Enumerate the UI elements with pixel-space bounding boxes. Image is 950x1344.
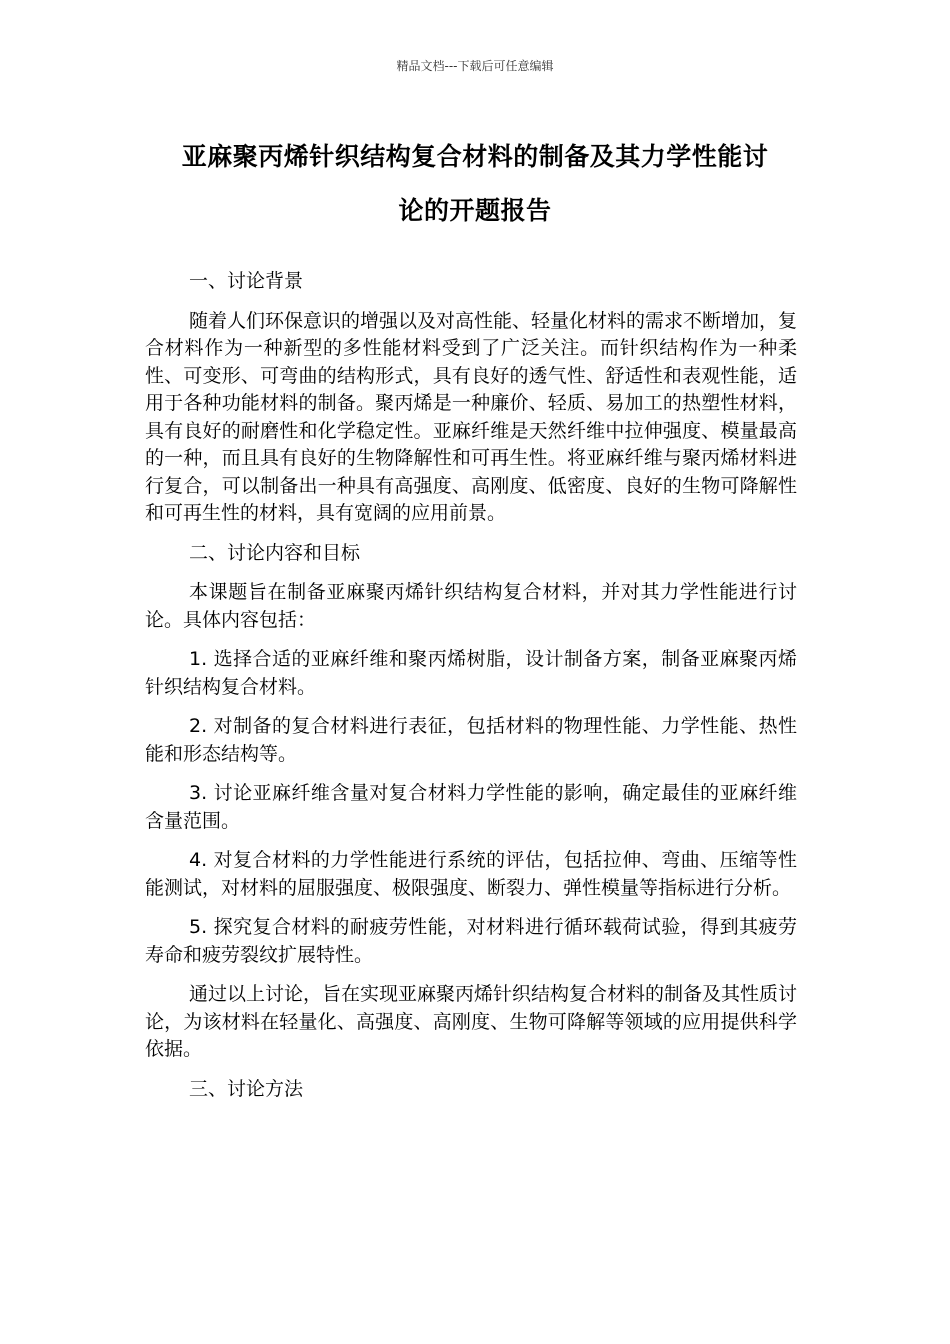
document-title [140, 130, 810, 238]
list-item-2: 2. 对制备的复合材料进行表征，包括材料的物理性能、力学性能、热性能和形态结构等。 [145, 715, 797, 765]
document-body [145, 268, 797, 1115]
section-heading-background: 一、讨论背景 [189, 270, 304, 292]
page-header: 精品文档---下载后可任意编辑 [396, 59, 554, 73]
list-item-5: 5. 探究复合材料的耐疲劳性能，对材料进行循环载荷试验，得到其疲劳寿命和疲劳裂纹扩展特性。 [145, 916, 797, 966]
title-line-1: 亚麻聚丙烯针织结构复合材料的制备及其力学性能讨 [181, 142, 769, 171]
paragraph-content-intro: 本课题旨在制备亚麻聚丙烯针织结构复合材料，并对其力学性能进行讨论。具体内容包括： [145, 581, 797, 631]
section-heading-content-goals: 二、讨论内容和目标 [189, 541, 361, 564]
list-item-1: 1. 选择合适的亚麻纤维和聚丙烯树脂，设计制备方案，制备亚麻聚丙烯针织结构复合材料。 [145, 648, 797, 698]
list-item-4: 4. 对复合材料的力学性能进行系统的评估，包括拉伸、弯曲、压缩等性能测试，对材料的屈服强度、极限强度、断裂力、弹性模量等指标进行分析。 [145, 849, 797, 899]
list-item-3: 3. 讨论亚麻纤维含量对复合材料力学性能的影响，确定最佳的亚麻纤维含量范围。 [145, 782, 797, 832]
section-heading-methods: 三、讨论方法 [189, 1077, 304, 1100]
paragraph-conclusion: 通过以上讨论，旨在实现亚麻聚丙烯针织结构复合材料的制备及其性质讨论，为该材料在轻量化、高强度、高刚度、生物可降解等领域的应用提供科学依据。 [145, 983, 798, 1060]
title-line-2: 论的开题报告 [398, 196, 552, 225]
paragraph-background: 随着人们环保意识的增强以及对高性能、轻量化材料的需求不断增加，复合材料作为一种新型的多性能材料受到了广泛关注。而针织结构作为一种柔性、可变形、可弯曲的结构形式，具有良好的透气性、舒适性和表观性能，适用于各种功能材料的制备。聚丙烯是一种廉价、轻质、易加工的热塑性材料，具有良好的耐磨性和化学稳定性。亚麻纤维是天然纤维中拉伸强度、模量最高的一种，而且具有良好的生物降解性和可再生性。将亚麻纤维与聚丙烯材料进行复合，可以制备出一种具有高强度、高刚度、低密度、良好的生物可降解性和可再生性的材料，具有宽阔的应用前景。 [145, 309, 798, 524]
